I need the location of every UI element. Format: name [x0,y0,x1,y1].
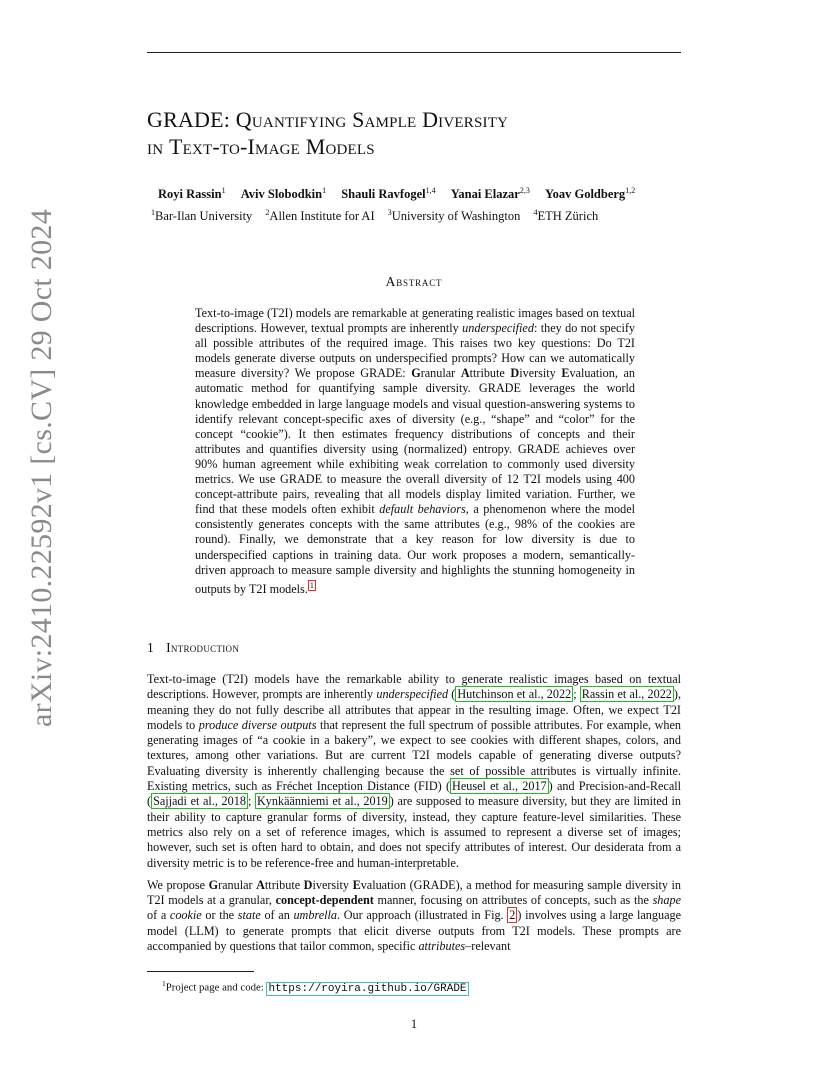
author: Yanai Elazar$^{2,3}$ [450,186,530,202]
paper-title [147,106,687,160]
author-block [147,183,707,224]
footnote-link[interactable]: 1 [309,580,314,590]
citation-link[interactable]: Kynkäänniemi et al., 2019 [256,794,388,809]
title-line-1: GRADE: Quantifying Sample Diversity [147,107,509,132]
arxiv-stamp[interactable]: arXiv:2410.22592v1 [cs.CV] 29 Oct 2024 [25,208,58,728]
page-number: 1 [410,1017,418,1031]
project-url-link[interactable]: https://royira.github.io/GRADE [268,982,467,995]
section-heading: 1 Introduction [147,640,240,655]
footnote: $^1$Project page and code: https://royira.github.io/GRADE [162,979,467,995]
author-names [147,183,707,202]
footnote-rule [147,971,254,972]
author: Royi Rassin$^1$ [158,186,226,202]
paragraph: Text-to-image (T2I) models have the remarkable ability to generate realistic images based on textual descriptions. However, prompts are inherently underspecified ( Hutchinson et al., 2022 ; Rassin et al., 2022 ), meaning they do not fully describe all attributes that appear in the resulting image. Often, we expect T2I models to produce diverse outputs that represent the full spectrum of possible attributes. For example, when generating images of “a cookie in a bakery”, we expect to see cookies with different shapes, colors, and textures, among other variations. But are current T2I models capable of generating diverse outputs? Evaluating diversity is inherently challenging because the set of possible attributes is virtually infinite. Existing metrics, such as Fréchet Inception Distance (FID) ( Heusel et al., 2017 ) and Precision-and-Recall ( Sajjadi et al., 2018 ; Kynkäänniemi et al., 2019 ) are supposed to measure diversity, but they are limited in their ability to capture granular forms of diversity, instead, they capture feature-level similarities. These metrics also rely on a set of reference images, which is assumed to represent a diverse set of images; however, such set is often hard to obtain, and does not specify attributes of interest. Our desiderata from a diversity metric is to be reference-free and human-interpretable. [147,672,682,870]
affiliations [147,205,707,224]
citation-link[interactable]: Heusel et al., 2017 [452,779,547,794]
affiliation: $^1$Bar-Ilan University [151,208,253,224]
citation-link[interactable]: Sajjadi et al., 2018 [153,794,246,809]
affiliation: $^3$University of Washington [387,208,521,224]
author: Yoav Goldberg$^{1,2}$ [544,186,636,202]
paragraph: We propose Granular Attribute Diversity Evaluation (GRADE), a method for measuring sample diversity in T2I models at a granular, concept-dependent manner, focusing on attributes of concepts, such as the shape of a cookie or the state of an umbrella. Our approach (illustrated in Fig. 2 ) involves using a large language model (LLM) to generate prompts that elicit diverse outputs from T2I models. These prompts are accompanied by questions that tailor common, specific attributes–relevant [147,877,682,954]
citation-link[interactable]: Rassin et al., 2022 [581,687,672,702]
figure-ref-link[interactable]: 2 [509,908,516,923]
intro-body [147,672,681,961]
citation-link[interactable]: Hutchinson et al., 2022 [457,687,572,702]
affiliation: $^2$Allen Institute for AI [265,208,375,224]
affiliation: $^4$ETH Zürich [533,208,599,224]
title-line-2: in Text-to-Image Models [147,134,375,159]
author: Shauli Ravfogel$^{1,4}$ [341,186,436,202]
author: Aviv Slobodkin$^1$ [240,186,327,202]
abstract-heading: Abstract [385,274,443,289]
top-rule [147,52,681,53]
abstract-text: Text-to-image (T2I) models are remarkable at generating realistic images based on textual descriptions. However, textual prompts are inherently underspecified: they do not specify all possible attributes of the required image. This raises two key questions: Do T2I models generate diverse outputs on underspecified prompts? How can we automatically measure diversity? We propose GRADE: Granular Attribute Diversity Evaluation, an automatic method for quantifying sample diversity. GRADE leverages the world knowledge embedded in large language models and visual question-answering systems to identify relevant concept-specific axes of diversity (e.g., “shape” and “color” for the concept “cookie”). It then estimates frequency distributions of concepts and their attributes and quantifies diversity using (normalized) entropy. GRADE achieves over 90% human agreement while exhibiting weak correlation to commonly used diversity metrics. We use GRADE to measure the overall diversity of 12 T2I models using 400 concept-attribute pairs, revealing that all models display limited variation. Further, we find that these models often exhibit default behaviors, a phenomenon where the model consistently generates concepts with the same attributes (e.g., 98% of the cookies are round). Finally, we demonstrate that a key reason for low diversity is due to underspecified captions in training data. Our work proposes a modern, semantically-driven approach to measure sample diversity and highlights the stunning homogeneity in outputs by T2I models. $^1$ [195,306,636,596]
